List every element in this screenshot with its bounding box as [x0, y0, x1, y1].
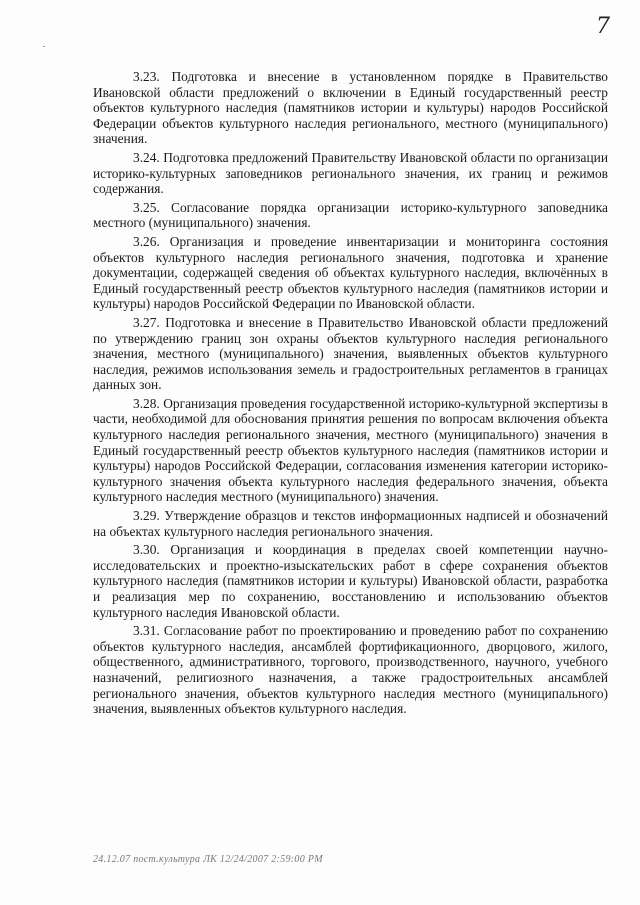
paragraph-3-29: 3.29. Утверждение образцов и текстов информационных надписей и обозначений на объектах культурного наследия регионального значения.: [93, 508, 608, 539]
scan-speck: [43, 46, 45, 47]
paragraph-3-25: 3.25. Согласование порядка организации историко-культурного заповедника местного (муниципального) значения.: [93, 199, 608, 231]
paragraph-3-30: 3.30. Организация и координация в пределах своей компетенции научно-исследовательских и проектно-изыскательских работ в сфере сохранения объектов культурного наследия (памятников истории и культуры) Ивановской области, разработка и реализация мер по сохранению, восстановлению и использованию объектов культурного наследия Ивановской области.: [93, 542, 608, 620]
paragraph-3-26: 3.26. Организация и проведение инвентаризации и мониторинга состояния объектов культурного наследия регионального значения, подготовка и хранение документации, содержащей сведения об объектах культурного наследия, включённых в Единый государственный реестр объектов культурного наследия (памятников истории и культуры) народов Российской Федерации по Ивановской области.: [93, 233, 608, 312]
footer-file-stamp: 24.12.07 пост.культура ЛК 12/24/2007 2:59:00 PM: [93, 854, 323, 865]
document-body: [93, 69, 608, 720]
paragraph-3-24: 3.24. Подготовка предложений Правительству Ивановской области по организации историко-культурных заповедников регионального значения, их границ и режимов содержания.: [93, 149, 608, 197]
paragraph-3-31: 3.31. Согласование работ по проектированию и проведению работ по сохранению объектов культурного наследия, ансамблей фортификационного, дворцового, жилого, общественного, административного, торгового, производственного, научного, учебного назначений, религиозного назначения, а также градостроительных ансамблей регионального значения, объектов культурного наследия местного (муниципального) значения, выявленных объектов культурного наследия.: [93, 623, 608, 717]
paragraph-3-27: 3.27. Подготовка и внесение в Правительство Ивановской области предложений по утверждению границ зон охраны объектов культурного наследия регионального значения, местного (муниципального) значения, выявленных объектов культурного наследия, режимов использования земель и градостроительных регламентов в границах данных зон.: [93, 314, 608, 393]
paragraph-3-28: 3.28. Организация проведения государственной историко-культурной экспертизы в части, необходимой для обоснования принятия решения по вопросам включения объекта культурного наследия регионального значения, местного (муниципального) значения в Единый государственный реестр объектов культурного наследия (памятников истории и культуры) народов Российской Федерации, согласования изменения категории историко-культурного значения объекта культурного наследия федерального значения, объекта культурного наследия местного (муниципального) значения.: [93, 395, 608, 505]
paragraph-3-23: 3.23. Подготовка и внесение в установленном порядке в Правительство Ивановской области предложений о включении в Единый государственный реестр объектов культурного наследия (памятников истории и культуры) народов Российской Федерации объектов культурного наследия регионального, местного (муниципального) значения.: [93, 69, 608, 147]
page-number: 7: [596, 14, 610, 39]
